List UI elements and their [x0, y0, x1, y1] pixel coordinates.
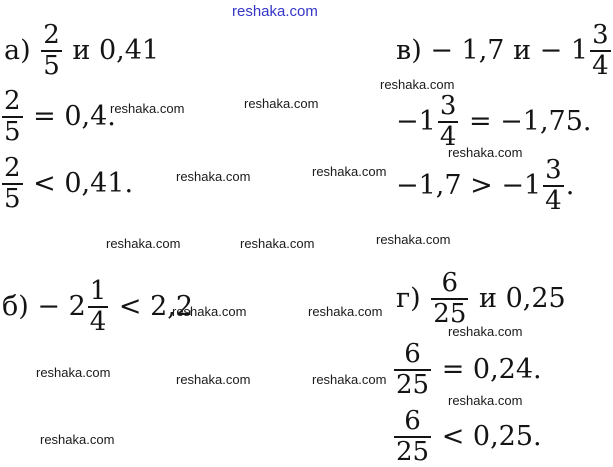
- denominator: 25: [396, 437, 430, 467]
- watermark-top: reshaka.com: [232, 3, 318, 20]
- fraction: [431, 270, 468, 329]
- numerator: 3: [439, 91, 457, 121]
- fraction: [394, 408, 431, 467]
- problem-a-step2: [0, 155, 133, 214]
- problem-g-step2: [392, 408, 542, 467]
- watermark: reshaka.com: [176, 372, 251, 387]
- watermark: reshaka.com: [448, 145, 523, 160]
- numerator: 2: [4, 153, 21, 183]
- watermark: reshaka.com: [380, 77, 455, 92]
- problem-b-statement: [2, 278, 193, 337]
- decimal-value: 0,41: [98, 34, 160, 66]
- conjunction: и: [478, 282, 497, 314]
- problem-b-label: б): [2, 290, 29, 322]
- left-value: − 1,7: [430, 34, 505, 66]
- step-prefix: −1,7 > −1: [396, 169, 542, 201]
- denominator: 4: [439, 122, 457, 153]
- watermark: reshaka.com: [36, 365, 111, 380]
- numerator: 6: [404, 339, 421, 369]
- denominator: 25: [396, 370, 430, 401]
- denominator: 25: [433, 299, 467, 330]
- numerator: 2: [43, 20, 60, 50]
- watermark: reshaka.com: [312, 372, 387, 387]
- prefix: − 2: [37, 290, 86, 322]
- watermark: reshaka.com: [376, 232, 451, 247]
- problem-v-step2: [396, 157, 574, 216]
- problem-v-label: в): [396, 34, 422, 66]
- numerator: 3: [592, 20, 609, 50]
- fraction: [438, 93, 459, 152]
- right-prefix: − 1: [539, 34, 589, 66]
- denominator: 5: [4, 184, 21, 215]
- step-text: = 0,4.: [33, 100, 116, 132]
- fraction: [543, 157, 564, 216]
- watermark: reshaka.com: [40, 432, 115, 447]
- problem-g-statement: [396, 270, 566, 329]
- problem-a-step1: [0, 88, 116, 147]
- numerator: 6: [404, 406, 421, 436]
- conjunction: и: [513, 34, 532, 66]
- watermark: reshaka.com: [240, 236, 315, 251]
- fraction: [2, 155, 23, 214]
- fraction: [41, 22, 62, 81]
- watermark: reshaka.com: [312, 164, 387, 179]
- numerator: 3: [545, 155, 562, 185]
- step-prefix: −1: [396, 105, 436, 137]
- conjunction: и: [72, 34, 91, 66]
- fraction: [590, 22, 611, 81]
- denominator: 5: [4, 117, 21, 148]
- watermark: reshaka.com: [308, 304, 383, 319]
- step-text: = 0,24.: [441, 353, 542, 385]
- fraction: [2, 88, 23, 147]
- watermark: reshaka.com: [448, 324, 523, 339]
- problem-v-statement: [396, 22, 613, 81]
- numerator: 6: [441, 268, 459, 298]
- problem-g-label: г): [396, 282, 421, 314]
- problem-a-label: а): [4, 34, 31, 66]
- watermark: reshaka.com: [244, 96, 319, 111]
- watermark: reshaka.com: [110, 101, 185, 116]
- decimal-value: 0,25: [505, 282, 566, 314]
- problem-a-statement: [4, 22, 159, 81]
- step-text: .: [565, 169, 575, 201]
- watermark: reshaka.com: [176, 169, 251, 184]
- numerator: 1: [89, 276, 107, 306]
- denominator: 4: [592, 51, 609, 82]
- denominator: 5: [43, 51, 60, 82]
- numerator: 2: [4, 86, 21, 116]
- step-text: < 0,25.: [441, 420, 542, 452]
- denominator: 4: [545, 186, 562, 217]
- denominator: 4: [89, 307, 107, 338]
- watermark: reshaka.com: [172, 304, 247, 319]
- watermark: reshaka.com: [106, 236, 181, 251]
- fraction: [88, 278, 109, 337]
- step-text: < 2,2: [118, 290, 194, 322]
- watermark: reshaka.com: [448, 393, 523, 408]
- problem-g-step1: [392, 341, 542, 400]
- fraction: [394, 341, 431, 400]
- problem-v-step1: [396, 93, 591, 152]
- step-text: < 0,41.: [33, 167, 134, 199]
- step-text: = −1,75.: [468, 105, 592, 137]
